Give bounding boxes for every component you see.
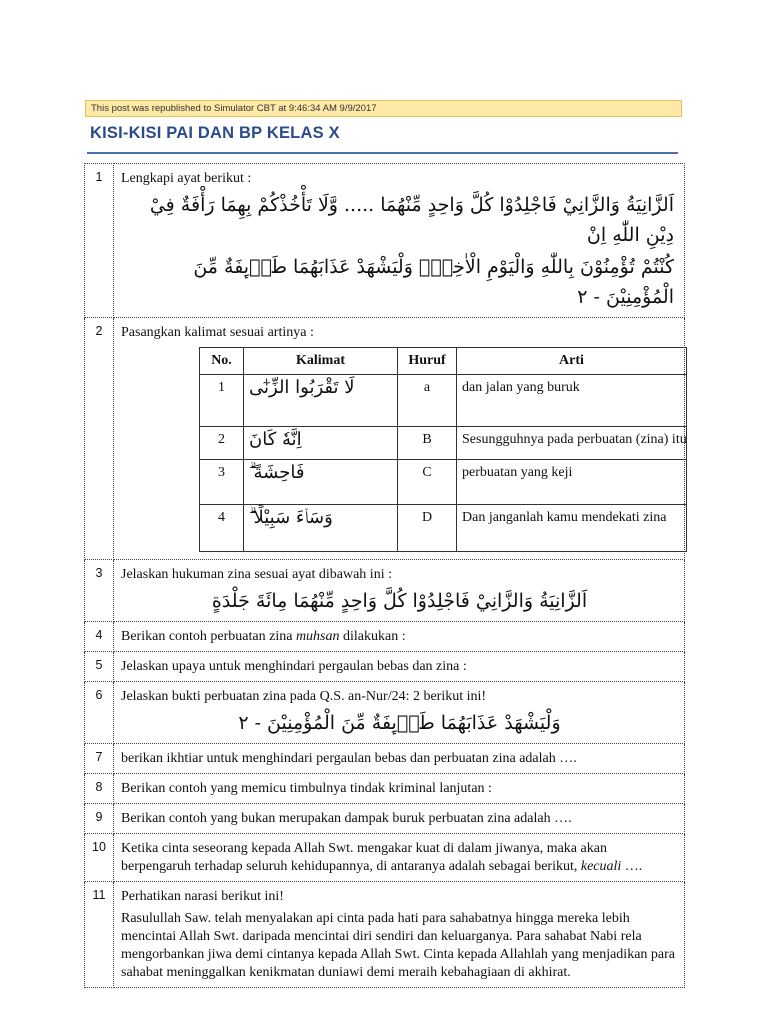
arabic-verse: اَلزَّانِيَةُ وَالزَّانِيْ فَاجْلِدُوْا كُلَّ وَاحِدٍ مِّنْهُمَا مِائَةَ جَلْدَةٍ: [211, 590, 588, 612]
page-title: KISI-KISI PAI DAN BP KELAS X: [90, 124, 340, 142]
question-number: 7: [85, 744, 114, 774]
question-row-10: [85, 834, 685, 882]
question-text: Pasangkan kalimat sesuai artinya :: [121, 325, 314, 340]
question-number: 2: [85, 318, 114, 560]
question-text: Berikan contoh yang bukan merupakan dampak buruk perbuatan zina adalah ….: [114, 804, 685, 834]
matching-row: [200, 460, 687, 505]
matching-row: [200, 505, 687, 552]
matching-header-row: [200, 348, 687, 375]
question-number: 10: [85, 834, 114, 882]
row-no: 2: [200, 427, 244, 460]
question-row-2: [85, 318, 685, 560]
row-arti: dan jalan yang buruk: [457, 375, 687, 427]
header-arti: Arti: [457, 348, 687, 375]
row-huruf: a: [398, 375, 457, 427]
row-arti: Sesungguhnya pada perbuatan (zina) itu: [457, 427, 687, 460]
question-row-8: [85, 774, 685, 804]
question-row-11: [85, 882, 685, 988]
header-no: No.: [200, 348, 244, 375]
question-row-6: [85, 682, 685, 744]
question-number: 1: [85, 164, 114, 318]
question-text: Jelaskan upaya untuk menghindari pergaulan bebas dan zina :: [114, 652, 685, 682]
question-number: 8: [85, 774, 114, 804]
question-row-4: [85, 622, 685, 652]
question-text: Berikan contoh yang memicu timbulnya tindak kriminal lanjutan :: [114, 774, 685, 804]
question-row-5: [85, 652, 685, 682]
matching-row: [200, 375, 687, 427]
question-number: 5: [85, 652, 114, 682]
question-number: 4: [85, 622, 114, 652]
question-text: Lengkapi ayat berikut :: [121, 171, 252, 186]
question-text: Ketika cinta seseorang kepada Allah Swt. mengakar kuat di dalam jiwanya, maka akan berpengaruh terhadap seluruh kehidupannya, di antaranya adalah sebagai berikut, kecuali ….: [114, 834, 685, 882]
row-arti: Dan janganlah kamu mendekati zina: [457, 505, 687, 552]
question-text: berikan ikhtiar untuk menghindari pergaulan bebas dan perbuatan zina adalah ….: [114, 744, 685, 774]
question-number: 11: [85, 882, 114, 988]
question-row-9: [85, 804, 685, 834]
row-kalimat: فَاحِشَةً ۗ: [244, 460, 398, 505]
row-no: 1: [200, 375, 244, 427]
row-huruf: B: [398, 427, 457, 460]
row-no: 4: [200, 505, 244, 552]
question-text: Berikan contoh perbuatan zina muhsan dilakukan :: [114, 622, 685, 652]
row-no: 3: [200, 460, 244, 505]
arabic-verse: اَلزَّانِيَةُ وَالزَّانِيْ فَاجْلِدُوْا كُلَّ وَاحِدٍ مِّنْهُمَا ..... وَّلَا تَأْخُذْكُمْ بِهِمَا رَأْفَةٌ فِيْ دِيْنِ اللّٰهِ اِنْ: [149, 194, 674, 246]
question-text: Perhatikan narasi berikut ini!: [121, 889, 284, 904]
republish-notice: This post was republished to Simulator CBT at 9:46:34 AM 9/9/2017: [85, 100, 682, 117]
header-kalimat: Kalimat: [244, 348, 398, 375]
row-huruf: C: [398, 460, 457, 505]
row-arti: perbuatan yang keji: [457, 460, 687, 505]
row-kalimat: وَسَاۤءَ سَبِيْلًا ۗ: [244, 505, 398, 552]
question-table: [84, 163, 685, 988]
row-kalimat: لَا تَقْرَبُوا الزِّنٰٓى: [244, 375, 398, 427]
matching-row: [200, 427, 687, 460]
question-number: 9: [85, 804, 114, 834]
question-text: Jelaskan bukti perbuatan zina pada Q.S. an-Nur/24: 2 berikut ini!: [121, 689, 487, 704]
row-kalimat: اِنَّهٗ كَانَ: [244, 427, 398, 460]
question-row-7: [85, 744, 685, 774]
arabic-verse: كُنْتُمْ تُؤْمِنُوْنَ بِاللّٰهِ وَالْيَوْمِ الْاٰخِرِۚ وَلْيَشْهَدْ عَذَابَهُمَا طَاۤىِٕفَةٌ مِّنَ الْمُؤْمِنِيْنَ - ٢: [193, 256, 674, 308]
narrative-paragraph: Rasulullah Saw. telah menyalakan api cinta pada hati para sahabatnya hingga mereka lebih mencintai Allah Swt. daripada mencintai diri sendiri dan keluarganya. Para sahabat Nabi rela mengorbankan jiwa demi cintanya kepada Allah Swt. Cinta kepada Allahlah yang menjadikan para sahabat meninggalkan kenikmatan duniawi demi meraih kebahagiaan di akhirat.: [121, 911, 675, 980]
row-huruf: D: [398, 505, 457, 552]
question-row-3: [85, 560, 685, 622]
question-text: Jelaskan hukuman zina sesuai ayat dibawah ini :: [121, 567, 392, 582]
question-number: 3: [85, 560, 114, 622]
arabic-verse: وَلْيَشْهَدْ عَذَابَهُمَا طَاۤىِٕفَةٌ مِّنَ الْمُؤْمِنِيْنَ - ٢: [238, 712, 561, 734]
title-divider: [87, 152, 678, 154]
question-number: 6: [85, 682, 114, 744]
header-huruf: Huruf: [398, 348, 457, 375]
matching-table: [199, 347, 687, 552]
question-row-1: [85, 164, 685, 318]
